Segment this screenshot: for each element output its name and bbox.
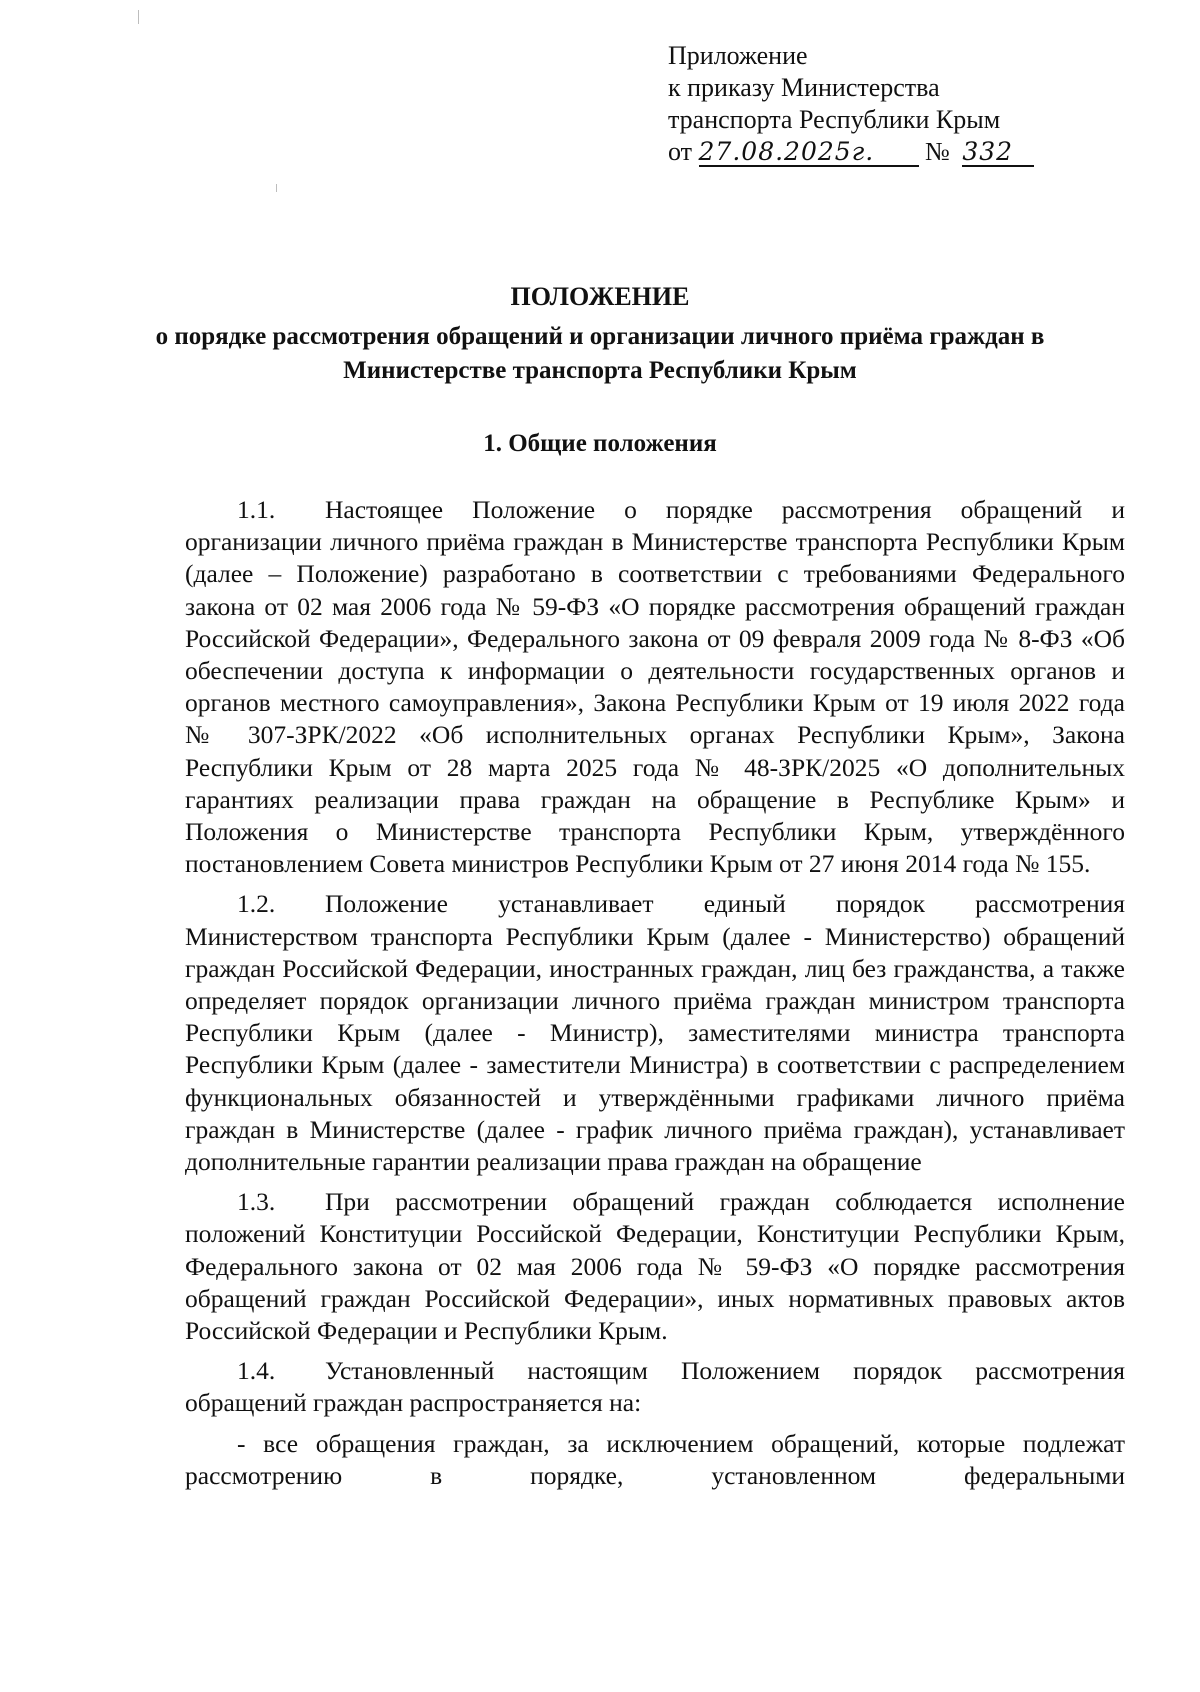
appendix-header <box>668 40 1034 168</box>
paragraph-number: 1.3. <box>237 1187 276 1217</box>
handwritten-number: 332 <box>962 139 1034 167</box>
paragraph-1-3 <box>185 1186 1125 1347</box>
appendix-label: Приложение <box>668 41 808 70</box>
paragraph-number: 1.2. <box>237 889 276 919</box>
paragraph-text: Установленный настоящим Положением порядок рассмотрения обращений граждан распространяется на: <box>185 1356 1125 1418</box>
paragraph-1-1 <box>185 494 1125 880</box>
paragraph-number: 1.1. <box>237 495 276 524</box>
scan-artifact-mark <box>276 184 277 192</box>
bullet-item: - все обращения граждан, за исключением обращений, которые подлежат рассмотрению в порядке, установленном федеральными <box>185 1428 1125 1490</box>
appendix-ministry: транспорта Республики Крым <box>668 105 1001 134</box>
paragraph-text: Настоящее Положение о порядке рассмотрения обращений и организации личного приёма граждан в Министерстве транспорта Республики Крым (далее – Положение) разработано в соответствии с требованиями Федерального закона от 02 мая 2006 года № 59-ФЗ «О порядке рассмотрения обращений граждан Российской Федерации», Федерального закона от 09 февраля 2009 года № 8-ФЗ «Об обеспечении доступа к информации о деятельности государственных органов и органов местного самоуправления», Закона Республики Крым от 19 июля 2022 года № 307-ЗРК/2022 «Об исполнительных органах Республики Крым», Закона Республики Крым от 28 марта 2025 года № 48-ЗРК/2025 «О дополнительных гарантиях реализации права граждан на обращение в Республике Крым» и Положения о Министерстве транспорта Республики Крым, утверждённого постановлением Совета министров Республики Крым от 27 июня 2014 года № 155. <box>185 495 1125 879</box>
number-sign: № <box>925 137 950 166</box>
appendix-order-ref: к приказу Министерства <box>668 73 940 102</box>
document-body <box>185 494 1125 1500</box>
paragraph-number: 1.4. <box>237 1356 276 1386</box>
paragraph-1-4 <box>185 1355 1125 1419</box>
paragraph-text: При рассмотрении обращений граждан соблюдается исполнение положений Конституции Российской Федерации, Конституции Республики Крым, Федерального закона от 02 мая 2006 года № 59-ФЗ «О порядке рассмотрения обращений граждан Российской Федерации», иных нормативных правовых актов Российской Федерации и Республики Крым. <box>185 1187 1125 1346</box>
date-prefix: от <box>668 137 693 166</box>
document-subtitle: о порядке рассмотрения обращений и организации личного приёма граждан в Министерстве транспорта Республики Крым <box>155 323 1045 384</box>
section-heading: 1. Общие положения <box>483 430 717 457</box>
paragraph-1-2 <box>185 888 1125 1178</box>
document-title: ПОЛОЖЕНИЕ <box>510 282 690 311</box>
scan-artifact-mark <box>138 10 139 24</box>
paragraph-text: Положение устанавливает единый порядок рассмотрения Министерством транспорта Республики Крым (далее - Министерство) обращений граждан Российской Федерации, иностранных граждан, лиц без гражданства, а также определяет порядок организации личного приёма граждан министром транспорта Республики Крым (далее - Министр), заместителями министра транспорта Республики Крым (далее - заместители Министра) в соответствии с распределением функциональных обязанностей и утверждёнными графиками личного приёма граждан в Министерстве (далее - график личного приёма граждан), устанавливает дополнительные гарантии реализации права граждан на обращение <box>185 889 1125 1177</box>
handwritten-date: 27.08.2025г. <box>699 139 919 167</box>
appendix-date-line <box>668 136 1034 168</box>
